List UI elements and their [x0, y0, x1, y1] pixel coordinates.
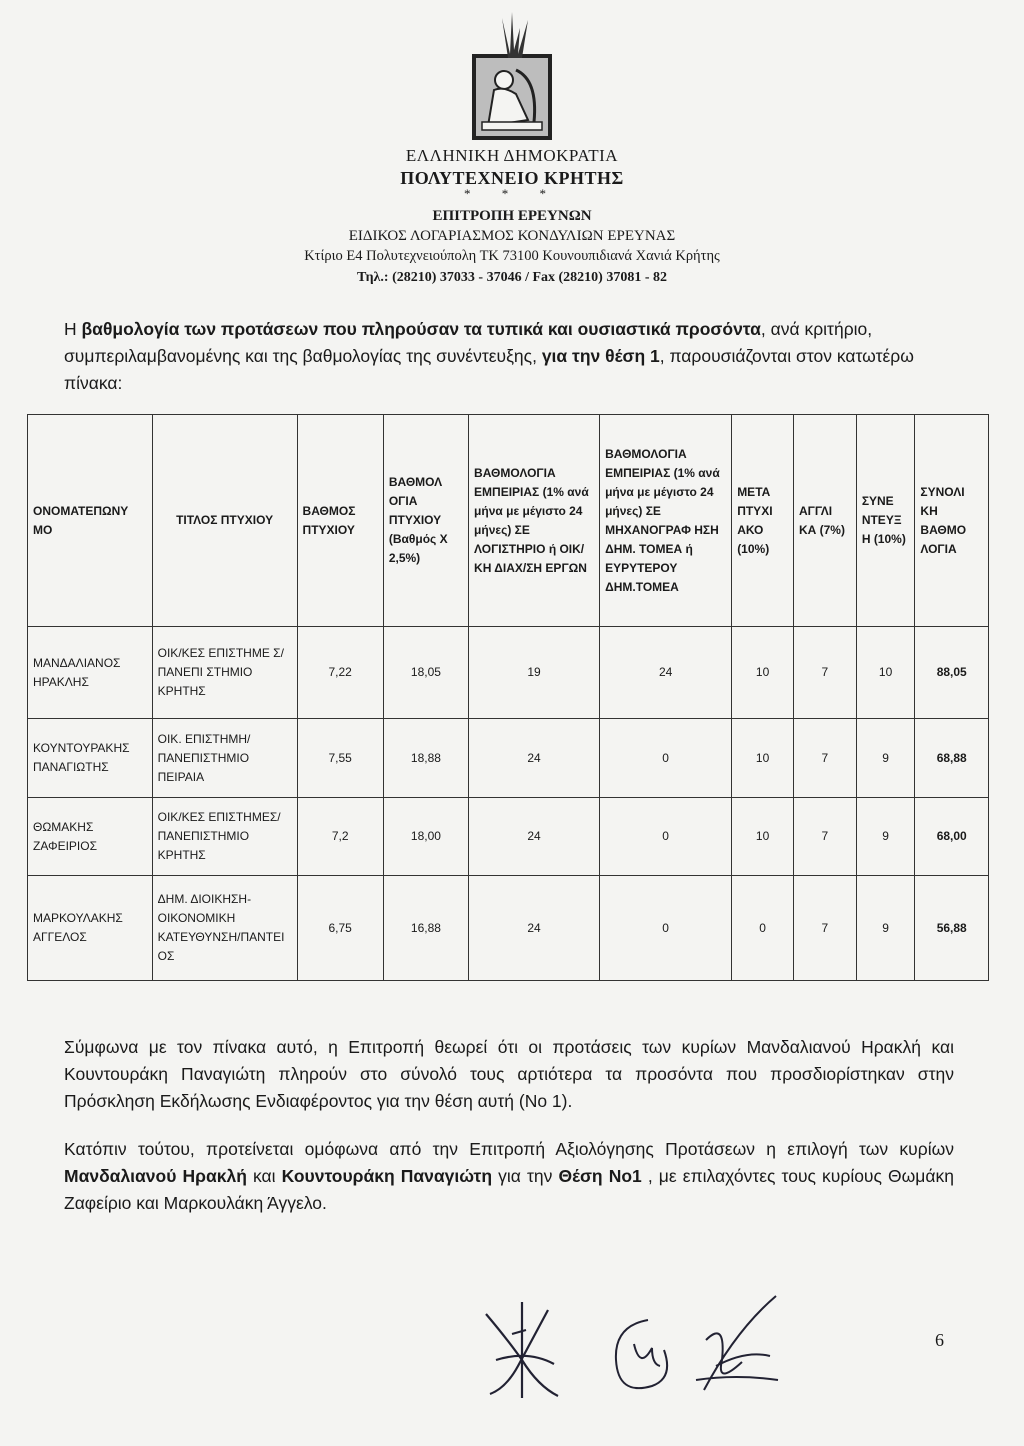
- proposal-bold-1: Μανδαλιανού Ηρακλή: [64, 1166, 247, 1186]
- table-row: [28, 627, 989, 719]
- proposal-text-3: για την: [492, 1166, 559, 1186]
- intro-paragraph: [64, 316, 964, 397]
- cell-exp-accounting: 24: [469, 876, 600, 981]
- cell-exp-it: 0: [600, 798, 732, 876]
- cell-name: ΘΩΜΑΚΗΣ ΖΑΦΕΙΡΙΟΣ: [28, 798, 153, 876]
- proposal-bold-2: Κουντουράκη Παναγιώτη: [281, 1166, 493, 1186]
- header-degree-grade: ΒΑΘΜΟΣ ΠΤΥΧΙΟΥ: [297, 415, 383, 627]
- proposal-bold-3: Θέση Νο1: [558, 1166, 642, 1186]
- cell-postgrad: 10: [732, 798, 794, 876]
- cell-title: ΟΙΚ/ΚΕΣ ΕΠΙΣΤΗΜΕ Σ/ΠΑΝΕΠΙ ΣΤΗΜΙΟ ΚΡΗΤΗΣ: [152, 627, 297, 719]
- cell-interview: 10: [856, 627, 915, 719]
- cell-interview: 9: [856, 876, 915, 981]
- cell-total: 68,00: [915, 798, 989, 876]
- cell-exp-accounting: 19: [469, 627, 600, 719]
- cell-exp-accounting: 24: [469, 798, 600, 876]
- proposal-text-4: , με επιλαχόντες τους κυρίους Θωμάκη Ζαφείριο και Μαρκουλάκη Άγγελο.: [64, 1166, 954, 1213]
- cell-postgrad: 10: [732, 627, 794, 719]
- letterhead-line2: ΠΟΛΥΤΕΧΝΕΙΟ ΚΡΗΤΗΣ: [400, 168, 624, 188]
- cell-grade: 6,75: [297, 876, 383, 981]
- intro-text-2: , ανά κριτήριο, συμπεριλαμβανομένης και της βαθμολογίας της συνέντευξης,: [64, 319, 873, 366]
- signature-3: [686, 1290, 786, 1400]
- cell-grade: 7,2: [297, 798, 383, 876]
- cell-exp-it: 0: [600, 719, 732, 798]
- table-row: [28, 719, 989, 798]
- cell-total: 88,05: [915, 627, 989, 719]
- header-degree-title: ΤΙΤΛΟΣ ΠΤΥΧΙΟΥ: [152, 415, 297, 627]
- header-name: ΟΝΟΜΑΤΕΠΩΝΥ ΜΟ: [28, 415, 153, 627]
- header-experience-accounting: ΒΑΘΜΟΛΟΓΙΑ ΕΜΠΕΙΡΙΑΣ (1% ανά μήνα με μέγιστο 24 μήνες) ΣΕ ΛΟΓΙΣΤΗΡΙΟ ή ΟΙΚ/ΚΗ ΔΙΑΧ/ΣΗ ΕΡΓΩΝ: [469, 415, 600, 627]
- cell-grade-score: 16,88: [383, 876, 468, 981]
- header-experience-it: ΒΑΘΜΟΛΟΓΙΑ ΕΜΠΕΙΡΙΑΣ (1% ανά μήνα με μέγιστο 24 μήνες) ΣΕ ΜΗΧΑΝΟΓΡΑΦ ΗΣΗ ΔΗΜ. ΤΟΜΕΑ ή ΕΥΡΥΤΕΡΟΥ ΔΗΜ.ΤΟΜΕΑ: [600, 415, 732, 627]
- cell-name: ΜΑΡΚΟΥΛΑΚΗΣ ΑΓΓΕΛΟΣ: [28, 876, 153, 981]
- cell-english: 7: [793, 876, 856, 981]
- cell-title: ΟΙΚ. ΕΠΙΣΤΗΜΗ/ ΠΑΝΕΠΙΣΤΗΜΙΟ ΠΕΙΡΑΙΑ: [152, 719, 297, 798]
- university-emblem: [468, 10, 556, 142]
- cell-title: ΟΙΚ/ΚΕΣ ΕΠΙΣΤΗΜΕΣ/ ΠΑΝΕΠΙΣΤΗΜΙΟ ΚΡΗΤΗΣ: [152, 798, 297, 876]
- cell-grade: 7,22: [297, 627, 383, 719]
- cell-grade-score: 18,05: [383, 627, 468, 719]
- conclusion-paragraph: Σύμφωνα με τον πίνακα αυτό, η Επιτροπή θεωρεί ότι οι προτάσεις των κυρίων Μανδαλιανού Ηρακλή και Κουντουράκη Παναγιώτη πληρούν στο σύνολό τους αρτιότερα τα προσόντα που προσδιορίστηκαν στην Πρόσκληση Εκδήλωσης Ενδιαφέροντος για την θέση αυτή (Νο 1).: [64, 1037, 954, 1111]
- table-row: [28, 798, 989, 876]
- cell-exp-it: 0: [600, 876, 732, 981]
- cell-grade-score: 18,00: [383, 798, 468, 876]
- cell-exp-accounting: 24: [469, 719, 600, 798]
- cell-postgrad: 10: [732, 719, 794, 798]
- cell-english: 7: [793, 798, 856, 876]
- cell-name: ΜΑΝΔΑΛΙΑΝΟΣ ΗΡΑΚΛΗΣ: [28, 627, 153, 719]
- cell-english: 7: [793, 627, 856, 719]
- proposal-text-1: Κατόπιν τούτου, προτείνεται ομόφωνα από την Επιτροπή Αξιολόγησης Προτάσεων η επιλογή των κυρίων: [64, 1139, 954, 1159]
- cell-grade: 7,55: [297, 719, 383, 798]
- header-postgraduate: ΜΕΤΑ ΠΤΥΧΙ ΑΚΟ (10%): [732, 415, 794, 627]
- cell-total: 56,88: [915, 876, 989, 981]
- cell-grade-score: 18,88: [383, 719, 468, 798]
- cell-name: ΚΟΥΝΤΟΥΡΑΚΗΣ ΠΑΝΑΓΙΩΤΗΣ: [28, 719, 153, 798]
- letterhead-line3: ΕΠΙΤΡΟΠΗ ΕΡΕΥΝΩΝ: [432, 208, 592, 224]
- intro-text-1: Η: [64, 319, 82, 339]
- proposal-text-2: και: [246, 1166, 282, 1186]
- cell-interview: 9: [856, 798, 915, 876]
- signature-2: [608, 1300, 688, 1400]
- header-total: ΣΥΝΟΛΙ ΚΗ ΒΑΘΜΟ ΛΟΓΙΑ: [915, 415, 989, 627]
- intro-bold-1: βαθμολογία των προτάσεων που πληρούσαν τα τυπικά και ουσιαστικά προσόντα: [81, 319, 761, 339]
- cell-interview: 9: [856, 719, 915, 798]
- cell-exp-it: 24: [600, 627, 732, 719]
- proposal-paragraph: [64, 1136, 954, 1217]
- letterhead-line4: ΕΙΔΙΚΟΣ ΛΟΓΑΡΙΑΣΜΟΣ ΚΟΝΔΥΛΙΩΝ ΕΡΕΥΝΑΣ: [348, 228, 676, 244]
- letterhead-line1: ΕΛΛΗΝΙΚΗ ΔΗΜΟΚΡΑΤΙΑ: [405, 146, 619, 165]
- table-row: [28, 876, 989, 981]
- letterhead-address: Κτίριο Ε4 Πολυτεχνειούπολη ΤΚ 73100 Κουνουπιδιανά Χανιά Κρήτης: [304, 248, 720, 264]
- intro-text-3: , παρουσιάζονται στον κατωτέρω πίνακα:: [64, 346, 914, 393]
- table-header-row: [28, 415, 989, 627]
- header-interview: ΣΥΝΕ ΝΤΕΥΞ Η (10%): [856, 415, 915, 627]
- letterhead-phone: Τηλ.: (28210) 37033 - 37046 / Fax (28210) 37081 - 82: [356, 270, 668, 285]
- page-number: 6: [935, 1330, 944, 1350]
- cell-postgrad: 0: [732, 876, 794, 981]
- intro-bold-2: για την θέση 1: [541, 346, 660, 366]
- cell-english: 7: [793, 719, 856, 798]
- cell-title: ΔΗΜ. ΔΙΟΙΚΗΣΗ-ΟΙΚΟΝΟΜΙΚΗ ΚΑΤΕΥΘΥΝΣΗ/ΠΑΝΤΕΙ ΟΣ: [152, 876, 297, 981]
- cell-total: 68,88: [915, 719, 989, 798]
- scores-table: [27, 414, 989, 981]
- header-degree-score: ΒΑΘΜΟΛ ΟΓΙΑ ΠΤΥΧΙΟΥ (Βαθμός Χ 2,5%): [383, 415, 468, 627]
- letterhead-stars: * * *: [464, 186, 560, 201]
- header-english: ΑΓΓΛΙ ΚΑ (7%): [793, 415, 856, 627]
- signature-1: [478, 1300, 568, 1400]
